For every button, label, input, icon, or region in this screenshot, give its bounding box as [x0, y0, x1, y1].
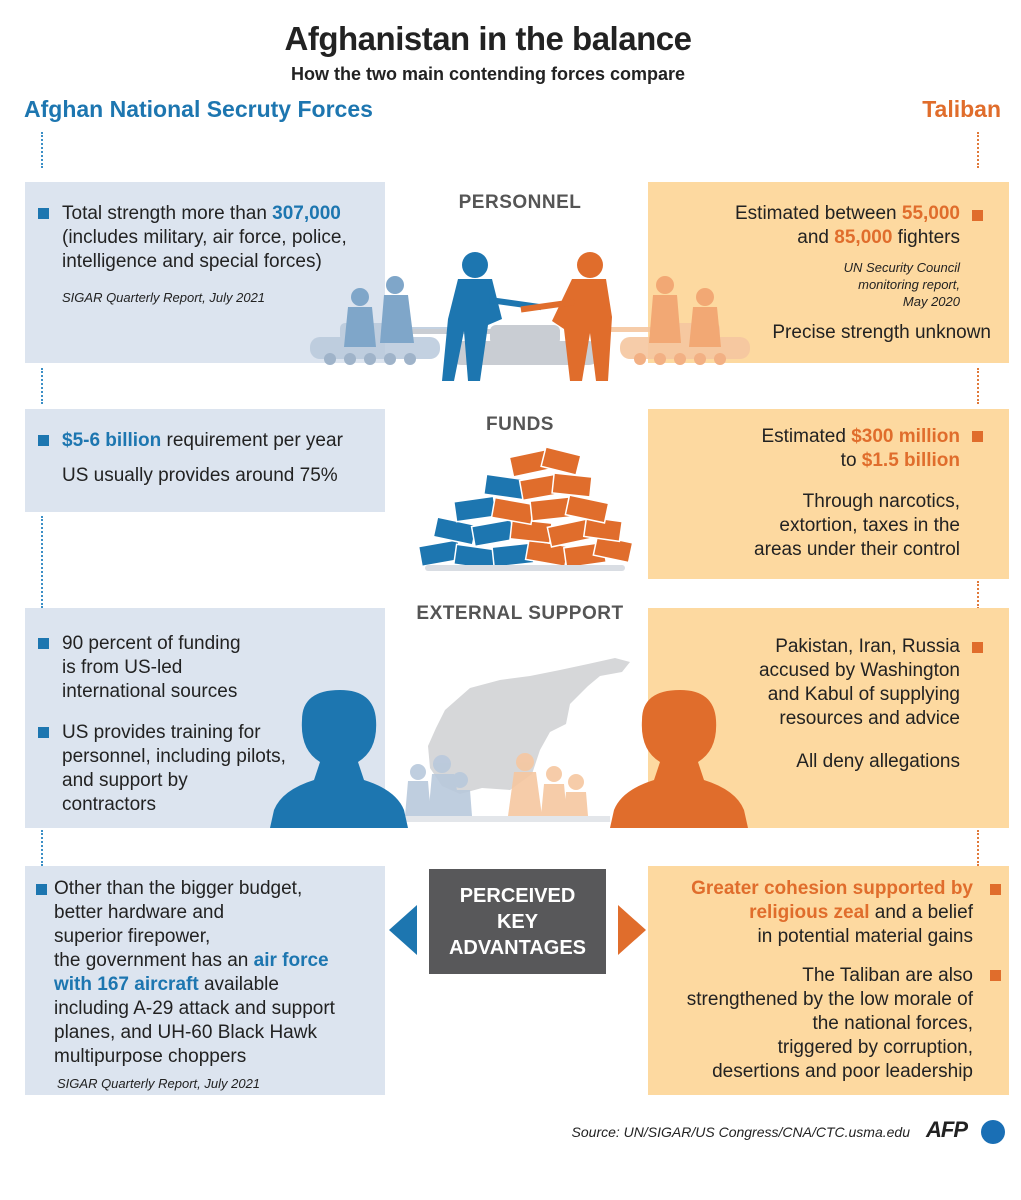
external-taliban-note: All deny allegations — [796, 751, 960, 772]
key-advantages-box: PERCEIVED KEY ADVANTAGES — [429, 869, 606, 974]
bullet-icon — [36, 884, 47, 895]
funds-afghan-note: US usually provides around 75% — [62, 465, 338, 486]
right-connector — [977, 368, 979, 404]
soldiers-tanks-illustration — [300, 245, 760, 385]
afp-logo: AFP — [926, 1117, 967, 1142]
afp-logo-dot — [981, 1120, 1005, 1144]
triangle-arrow-icon — [618, 905, 646, 955]
source-note: Source: UN/SIGAR/US Congress/CNA/CTC.usma.edu — [571, 1124, 910, 1140]
bullet-icon — [38, 435, 49, 446]
page-subtitle: How the two main contending forces compare — [290, 64, 686, 84]
personnel-section-title: PERSONNEL — [458, 192, 582, 213]
left-connector — [41, 830, 43, 866]
bullet-icon — [38, 727, 49, 738]
external-section-title: EXTERNAL SUPPORT — [416, 603, 624, 624]
bullet-icon — [38, 638, 49, 649]
advantages-afghan-source: SIGAR Quarterly Report, July 2021 — [57, 1076, 261, 1091]
funds-taliban-note: Through narcotics, extortion, taxes in the areas under their control — [754, 491, 960, 560]
personnel-afghan-source: SIGAR Quarterly Report, July 2021 — [62, 290, 266, 305]
funds-afghan-text: $5-6 billion requirement per year — [62, 430, 343, 451]
left-connector — [41, 132, 43, 168]
bullet-icon — [990, 970, 1001, 981]
personnel-taliban-note: Precise strength unknown — [772, 322, 991, 343]
page-title: Afghanistan in the balance — [284, 20, 692, 57]
advantages-afghan-text: Other than the bigger budget, better hardware and superior firepower, the government has an air force with 167 aircraft available including A-29 attack and support planes, and UH-60 Black Hawk multipurpose choppers — [54, 878, 335, 1067]
personnel-afghan-text: Total strength more than 307,000 (includes military, air force, police, intelligence and special forces) — [62, 203, 347, 272]
money-pile-illustration — [415, 443, 635, 578]
right-connector — [977, 830, 979, 866]
left-connector — [41, 516, 43, 608]
advantages-taliban-text-2: The Taliban are also strengthened by the low morale of the national forces, triggered by corruption, desertions and poor leadership — [686, 965, 973, 1082]
bullet-icon — [972, 642, 983, 653]
head-silhouette-icon — [270, 690, 408, 828]
afghan-forces-heading: Afghan National Secruty Forces — [24, 96, 373, 122]
funds-taliban-text: Estimated $300 million to $1.5 billion — [761, 426, 960, 471]
bullet-icon — [990, 884, 1001, 895]
left-connector — [41, 368, 43, 404]
external-taliban-text: Pakistan, Iran, Russia accused by Washington and Kabul of supplying resources and advice — [758, 636, 960, 729]
right-connector — [977, 132, 979, 168]
funds-afghan-panel — [25, 409, 385, 512]
bullet-icon — [972, 210, 983, 221]
bullet-icon — [972, 431, 983, 442]
external-afghan-text-1: 90 percent of funding is from US-led international sources — [62, 633, 241, 702]
personnel-taliban-source: UN Security Council monitoring report, May 2020 — [843, 260, 960, 309]
external-afghan-text-2: US provides training for personnel, including pilots, and support by contractors — [62, 722, 286, 815]
right-connector — [977, 581, 979, 609]
triangle-arrow-icon — [389, 905, 417, 955]
personnel-taliban-text: Estimated between 55,000 and 85,000 fighters — [735, 203, 960, 248]
funds-section-title: FUNDS — [486, 414, 554, 435]
bullet-icon — [38, 208, 49, 219]
taliban-heading: Taliban — [922, 96, 1001, 122]
external-support-illustration — [270, 650, 670, 830]
advantages-taliban-text: Greater cohesion supported by religious zeal and a belief in potential material gains — [691, 878, 973, 947]
